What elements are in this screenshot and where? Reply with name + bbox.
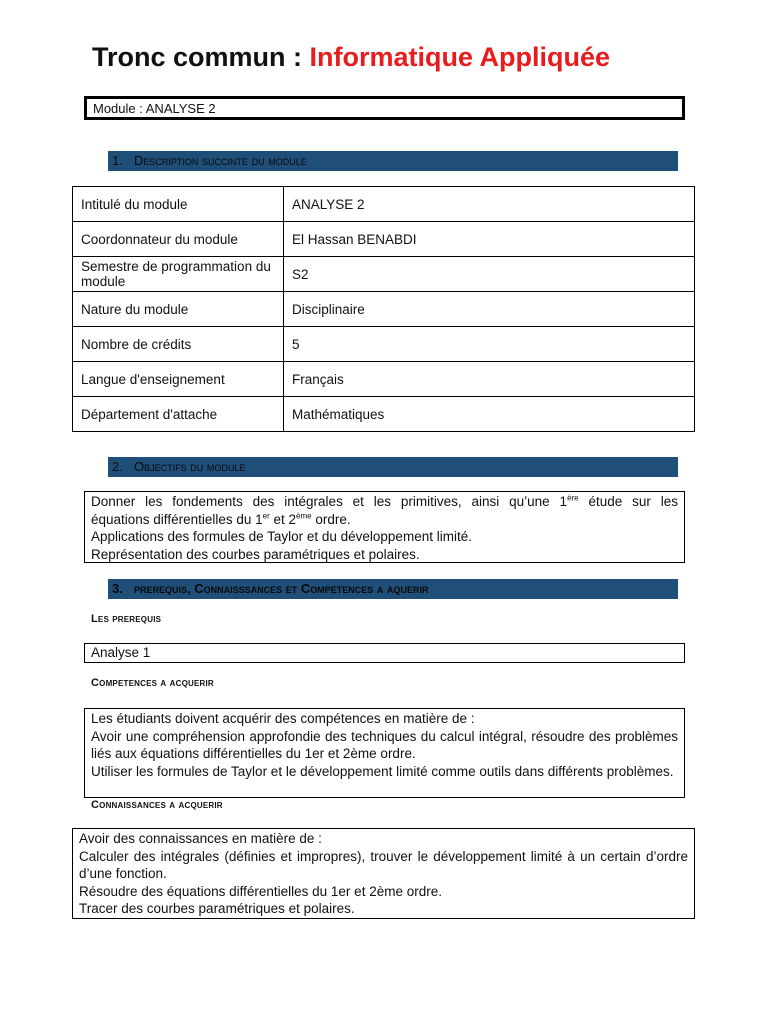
objectifs-text: et 2 (269, 511, 297, 527)
objectifs-sup: ème (296, 511, 312, 520)
objectifs-text: ordre. (311, 511, 351, 527)
table-row (73, 362, 695, 397)
table-cell-label: Département d'attache (73, 397, 284, 432)
competences-paragraph-1: Les étudiants doivent acquérir des compétences en matière de : (91, 711, 475, 726)
connaissances-paragraph-4: Tracer des courbes paramétriques et polaires. (79, 901, 355, 916)
connaissances-paragraph-1: Avoir des connaissances en matière de : (79, 831, 322, 846)
section-1-number: 1. (112, 153, 123, 168)
title-prefix: Tronc commun : (92, 42, 310, 72)
objectifs-line-4: Représentation des courbes paramétriques et polaires. (91, 546, 420, 562)
objectifs-line-2 (91, 511, 678, 529)
table-row (73, 257, 695, 292)
section-3-label: prerequis, Connaisssances et Competences a aquerir (134, 581, 429, 596)
table-cell-label: Nombre de crédits (73, 327, 284, 362)
objectifs-text: étude sur les (578, 494, 678, 509)
table-row (73, 397, 695, 432)
competences-heading: Competences a acquerir (91, 677, 214, 689)
section-2-label: Objectifs du module (134, 459, 246, 474)
table-cell-value: S2 (284, 257, 695, 292)
table-cell-label: Semestre de programmation du module (73, 257, 284, 292)
objectifs-text: Donner les fondements des intégrales et les primitives, ainsi qu’une 1 (91, 494, 568, 509)
page-title (92, 42, 610, 73)
objectifs-box (84, 491, 685, 563)
section-3-number: 3. (112, 581, 123, 596)
connaissances-paragraph-3: Résoudre des équations différentielles du 1er et 2ème ordre. (79, 883, 442, 899)
table-cell-value: Français (284, 362, 695, 397)
table-row (73, 187, 695, 222)
section-1-bar (108, 151, 678, 171)
section-1-label: Description succinte du module (134, 153, 307, 168)
prerequis-box: Analyse 1 (84, 643, 685, 663)
table-cell-label: Coordonnateur du module (73, 222, 284, 257)
objectifs-text: équations différentielles du 1 (91, 511, 263, 527)
module-info-table (72, 186, 695, 432)
competences-box (84, 708, 685, 798)
title-accent: Informatique Appliquée (309, 42, 611, 72)
section-2-number: 2. (112, 459, 123, 474)
table-cell-label: Langue d'enseignement (73, 362, 284, 397)
objectifs-line-3: Applications des formules de Taylor et du développement limité. (91, 529, 472, 544)
table-row (73, 292, 695, 327)
table-cell-value: ANALYSE 2 (284, 187, 695, 222)
table-cell-value: El Hassan BENABDI (284, 222, 695, 257)
connaissances-paragraph-2: Calculer des intégrales (définies et impropres), trouver le développement limité à un certain d’ordre d’une fonction. (79, 848, 688, 881)
prerequis-heading: Les prerequis (91, 613, 162, 625)
table-cell-label: Nature du module (73, 292, 284, 327)
table-row (73, 222, 695, 257)
objectifs-sup: ère (567, 493, 579, 503)
table-cell-value: 5 (284, 327, 695, 362)
section-3-bar (108, 579, 678, 599)
connaissances-heading: Connaissances a acquerir (91, 799, 223, 811)
objectifs-sup: er (262, 511, 270, 520)
section-2-bar (108, 457, 678, 477)
competences-paragraph-3: Utiliser les formules de Taylor et le développement limité comme outils dans différents problèmes. (91, 763, 674, 779)
table-row (73, 327, 695, 362)
module-label-box: Module : ANALYSE 2 (84, 96, 685, 120)
competences-paragraph-2: Avoir une compréhension approfondie des techniques du calcul intégral, résoudre des problèmes liés aux équations différentielles du 1er et 2ème ordre. (91, 728, 678, 761)
table-cell-value: Mathématiques (284, 397, 695, 432)
table-cell-label: Intitulé du module (73, 187, 284, 222)
table-cell-value: Disciplinaire (284, 292, 695, 327)
connaissances-box (72, 828, 695, 919)
objectifs-line-1 (91, 493, 678, 511)
